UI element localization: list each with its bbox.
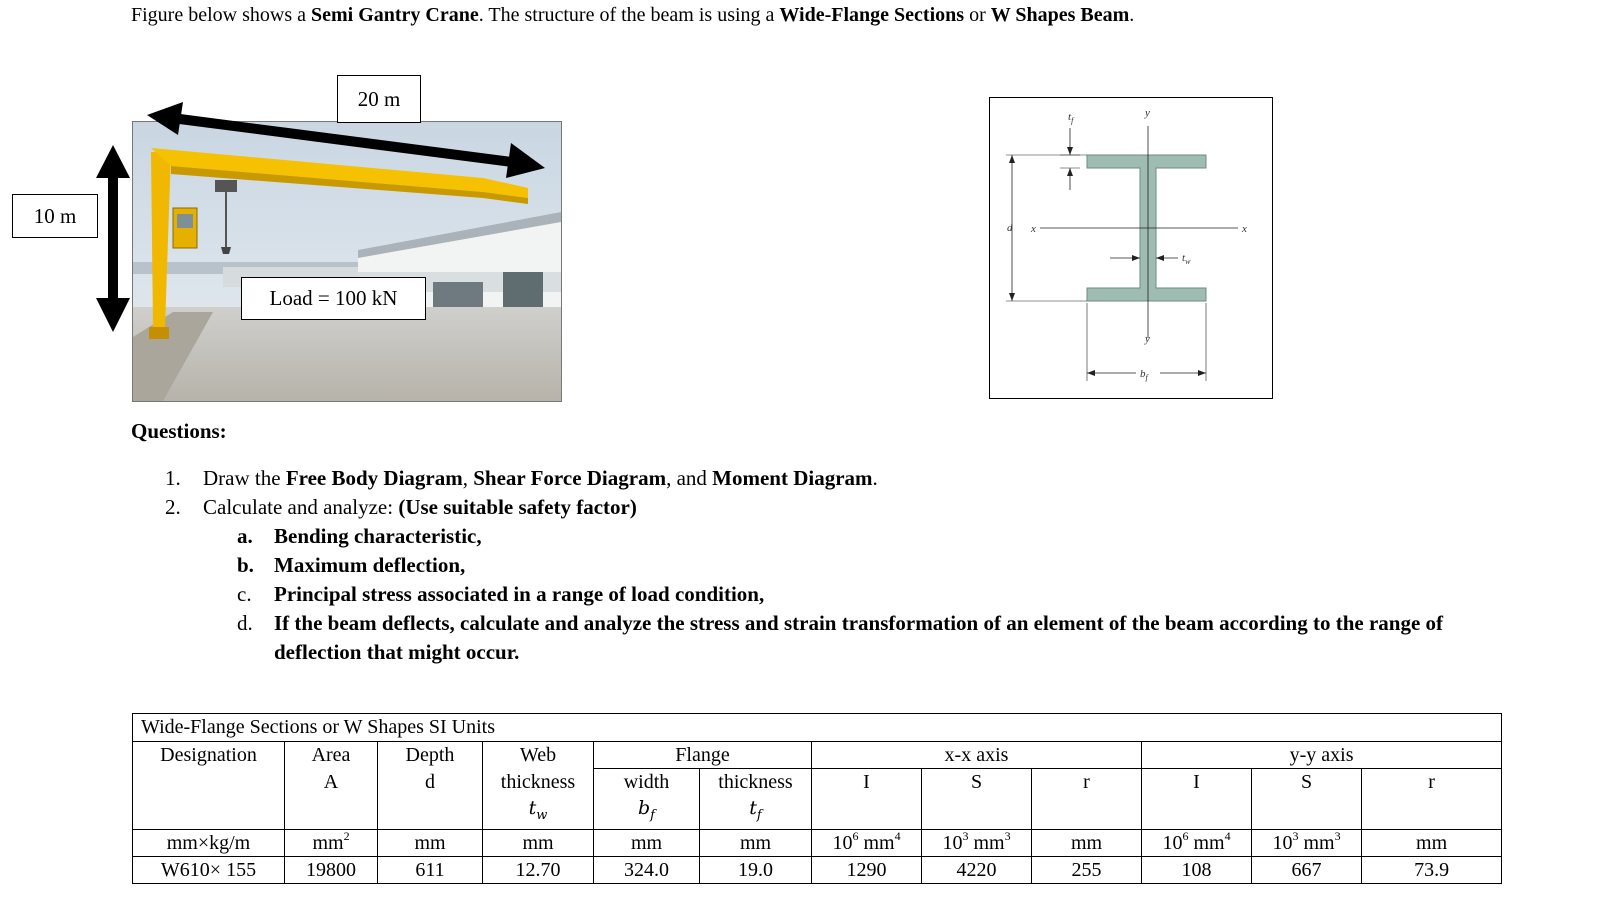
question-2c: c. Principal stress associated in a range of load condition, (237, 582, 765, 606)
cell-rx: 255 (1032, 856, 1142, 883)
tw-label: $t_w$ (1182, 252, 1191, 266)
header-tf-symbol: $t_f$ (700, 795, 812, 829)
intro-w-shapes-term: W Shapes Beam (990, 4, 1130, 26)
question-1: 1. Draw the Free Body Diagram, Shear Force Diagram, and Moment Diagram. (165, 466, 878, 490)
question-2a: a. Bending characteristic, (237, 524, 482, 548)
header-designation: Designation (133, 742, 285, 769)
header-rx: r (1032, 769, 1142, 796)
questions-title: Questions: (131, 419, 227, 443)
header-xx-axis: x-x axis (812, 742, 1142, 769)
height-arrowhead-top (96, 145, 130, 178)
intro-or: or (964, 4, 991, 26)
bf-label: $b_f$ (1140, 368, 1148, 382)
header-bf-symbol: $b_f$ (594, 795, 700, 829)
cell-ry: 73.9 (1362, 856, 1502, 883)
header-ix: I (812, 769, 922, 796)
header-iy: I (1142, 769, 1252, 796)
x-label-left: x (1031, 223, 1036, 235)
w-shape-figure (989, 97, 1273, 399)
header-area-symbol: A (285, 769, 378, 796)
cell-sy: 667 (1252, 856, 1362, 883)
header-sy: S (1252, 769, 1362, 796)
cell-flange-thickness: 19.0 (700, 856, 812, 883)
cell-depth: 611 (378, 856, 483, 883)
height-arrowhead-bottom (96, 298, 130, 332)
cell-ix: 1290 (812, 856, 922, 883)
intro-mid: . The structure of the beam is using a (478, 4, 780, 26)
intro-end: . (1129, 4, 1135, 26)
header-flange-width: width (594, 769, 700, 796)
question-2d: d. If the beam deflects, calculate and analyze the stress and strain transformation of an element of the beam according to the range of deflection that might occur. (237, 611, 1444, 664)
header-yy-axis: y-y axis (1142, 742, 1502, 769)
header-depth: Depth (378, 742, 483, 769)
d-label: d (1007, 222, 1013, 234)
header-area: Area (285, 742, 378, 769)
intro-crane-term: Semi Gantry Crane (310, 4, 479, 26)
cell-sx: 4220 (922, 856, 1032, 883)
x-label-right: x (1242, 223, 1247, 235)
cell-flange-width: 324.0 (594, 856, 700, 883)
header-web: Web (483, 742, 594, 769)
units-row: mm×kg/m $mm^2$ mm mm mm mm $10^6$ $mm^4$ $10^3$ $mm^3$ mm $10^6$ $mm^4$ $10^3$ $mm^3$ mm (133, 829, 1502, 856)
cell-iy: 108 (1142, 856, 1252, 883)
table-row (133, 856, 1502, 883)
intro-sentence (131, 4, 1134, 27)
header-sx: S (922, 769, 1032, 796)
header-tw-symbol: $t_w$ (483, 795, 594, 829)
y-label-bottom: y (1145, 333, 1150, 345)
height-label: 10 m (12, 194, 98, 238)
question-2b: b. Maximum deflection, (237, 553, 466, 577)
load-label: Load = 100 kN (241, 277, 426, 320)
question-2: 2. Calculate and analyze: (Use suitable safety factor) (165, 495, 637, 519)
span-label: 20 m (337, 75, 421, 123)
y-label-top: y (1145, 107, 1150, 119)
cell-area: 19800 (285, 856, 378, 883)
crane-photo (132, 121, 562, 402)
header-flange-thickness: thickness (700, 769, 812, 796)
header-ry: r (1362, 769, 1502, 796)
intro-prefix: Figure below shows a (131, 4, 311, 26)
header-web-thickness: thickness (483, 769, 594, 796)
tf-label: $t_f$ (1068, 111, 1074, 125)
intro-wide-flange-term: Wide-Flange Sections (779, 4, 965, 26)
table-title: Wide-Flange Sections or W Shapes SI Units (133, 714, 1502, 742)
header-depth-symbol: d (378, 769, 483, 796)
cell-designation: W610× 155 (133, 856, 285, 883)
questions-list (165, 464, 1495, 667)
w-shapes-table (132, 713, 1502, 884)
cell-web-thickness: 12.70 (483, 856, 594, 883)
header-flange: Flange (594, 742, 812, 769)
